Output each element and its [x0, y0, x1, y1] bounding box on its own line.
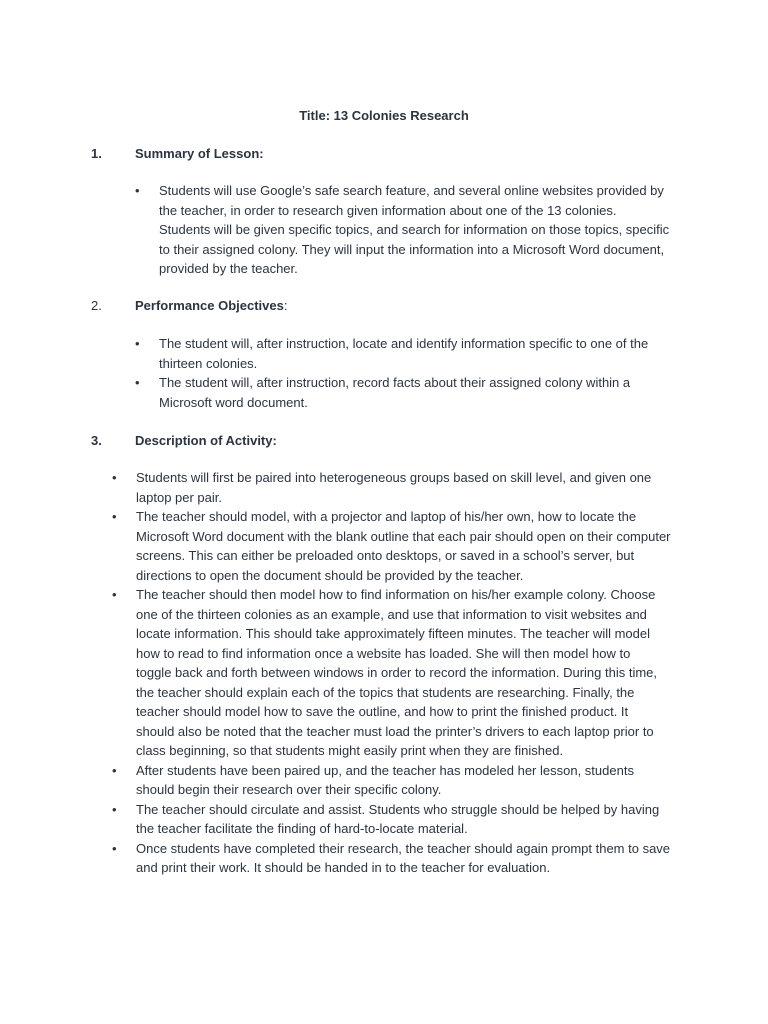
list-item	[112, 468, 702, 507]
bullet-icon: •	[112, 470, 117, 485]
section-number: 1.	[91, 146, 102, 161]
text-line: the teacher should explain each of the topics that students are researching. Finally, the	[136, 684, 635, 700]
bullet-icon: •	[112, 587, 117, 602]
section-title-text: Summary of Lesson:	[135, 146, 264, 161]
bullet-icon: •	[135, 183, 140, 198]
text-line: Students will first be paired into heterogeneous groups based on skill level, and given one	[136, 470, 652, 485]
list-item-text	[136, 468, 702, 507]
list-item-text	[136, 761, 702, 800]
text-line: how to read to find information once a website has loaded. She will then model how to	[136, 645, 631, 661]
bullet-icon: •	[135, 375, 140, 390]
text-line: directions to open the document should be provided by the teacher.	[136, 567, 524, 583]
text-line: Microsoft word document.	[159, 394, 308, 410]
section-1-bullets	[135, 181, 695, 279]
bullet-icon: •	[112, 801, 117, 817]
list-item-text	[159, 373, 695, 412]
text-line: thirteen colonies.	[159, 355, 258, 371]
text-line: and print their work. It should be handed in to the teacher for evaluation.	[136, 860, 551, 875]
text-line: After students have been paired up, and the teacher has modeled her lesson, students	[136, 762, 634, 778]
section-number: 3.	[91, 433, 102, 448]
text-line: the teacher, in order to research given information about one of the 13 colonies.	[159, 202, 617, 218]
bullet-icon: •	[135, 336, 140, 351]
section-number: 2.	[91, 298, 102, 313]
list-item	[135, 373, 695, 412]
list-item	[135, 181, 695, 279]
list-item	[112, 507, 702, 585]
list-item-text	[136, 507, 702, 585]
list-item	[112, 585, 702, 761]
text-line: Once students have completed their research, the teacher should again prompt them to save	[136, 840, 671, 856]
bullet-icon: •	[112, 762, 117, 778]
list-item-text	[159, 334, 695, 373]
section-title-text: Performance Objectives	[135, 298, 284, 313]
text-line: one of the thirteen colonies as an example, and use that information to visit websites and	[136, 606, 647, 622]
section-title-suffix: :	[283, 298, 288, 313]
section-title-text: Description of Activity:	[135, 433, 277, 448]
text-line: The teacher should then model how to find information on his/her example colony. Choose	[136, 587, 656, 602]
text-line: should begin their research over their specific colony.	[136, 782, 442, 797]
text-line: class beginning, so that students might easily print when they are finished.	[136, 743, 564, 758]
text-line: The teacher should model, with a projector and laptop of his/her own, how to locate the	[136, 509, 637, 524]
text-line: Students will be given specific topics, and search for information on those topics, specific	[159, 222, 670, 237]
list-item-text	[136, 800, 702, 839]
text-line: should also be noted that the teacher must load the printer’s drivers to each laptop prior to	[136, 723, 654, 739]
text-line: The student will, after instruction, record facts about their assigned colony within a	[159, 375, 631, 390]
section-title	[135, 296, 287, 315]
text-line: teacher should model how to save the outline, and how to print the finished product. It	[136, 704, 629, 719]
list-item-text	[136, 585, 702, 761]
text-line: toggle back and forth between windows in order to record the information. During this time,	[136, 665, 657, 680]
text-line: provided by the teacher.	[159, 261, 298, 276]
text-line: screens. This can either be preloaded onto desktops, or saved in a school’s server, but	[136, 548, 635, 563]
list-item-text	[136, 839, 702, 878]
list-item	[135, 334, 695, 373]
text-line: laptop per pair.	[136, 489, 223, 505]
list-item-text	[159, 181, 695, 279]
text-line: to their assigned colony. They will input the information into a Microsoft Word document,	[159, 241, 665, 257]
section-3-bullets	[112, 468, 702, 878]
text-line: The teacher should circulate and assist. Students who struggle should be helped by having	[136, 801, 660, 817]
section-title	[135, 431, 277, 450]
bullet-icon: •	[112, 509, 117, 524]
text-line: locate information. This should take approximately fifteen minutes. The teacher will model	[136, 626, 651, 641]
text-line: the teacher facilitate the finding of hard-to-locate material.	[136, 821, 468, 836]
text-line: The student will, after instruction, locate and identify information specific to one of the	[159, 336, 649, 351]
list-item	[112, 800, 702, 839]
bullet-icon: •	[112, 840, 117, 856]
document-title: Title: 13 Colonies Research	[299, 108, 469, 123]
section-title	[135, 144, 264, 163]
text-line: Microsoft Word document with the blank outline that each pair should open on their computer	[136, 528, 671, 544]
text-line: Students will use Google’s safe search feature, and several online websites provided by	[159, 183, 664, 198]
list-item	[112, 761, 702, 800]
list-item	[112, 839, 702, 878]
section-2-bullets	[135, 334, 695, 412]
